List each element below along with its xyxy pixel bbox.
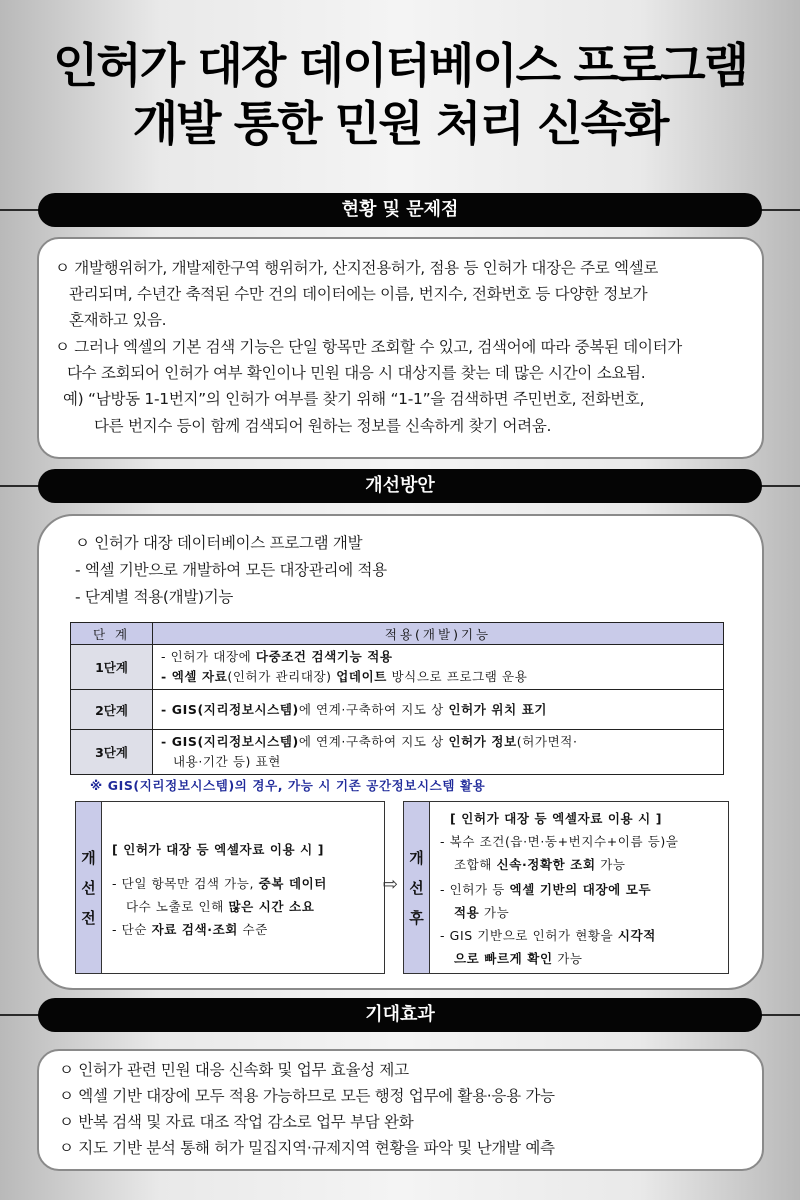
status-line: ㅇ 개발행위허가, 개발제한구역 행위허가, 산지전용허가, 점용 등 인허가 대장은 주로 엑셀로 [55, 259, 659, 277]
before-side-label: 개 선 전 [76, 802, 102, 973]
table-row [71, 730, 724, 775]
table-header-row [71, 623, 724, 645]
effect-line: ㅇ 엑셀 기반 대장에 모두 적용 가능하므로 모든 행정 업무에 활용·응용 가능 [59, 1087, 555, 1105]
table-row [71, 645, 724, 690]
section-heading-effects: 기대효과 [38, 998, 762, 1032]
table-header: 단 계 [71, 623, 153, 645]
improvement-line: - 엑셀 기반으로 개발하여 모든 대장관리에 적용 [75, 561, 387, 579]
before-line: 다수 노출로 인해 많은 시간 소요 [126, 899, 315, 914]
status-line: 다수 조회되어 인허가 여부 확인이나 민원 대응 시 대상지를 찾는 데 많은 시간이 소요됨. [67, 364, 646, 382]
status-line: 관리되며, 수년간 축적된 수만 건의 데이터에는 이름, 번지수, 전화번호 등 다양한 정보가 [69, 285, 648, 303]
stage-content: - 인허가 대장에 다중조건 검색기능 적용 - 엑셀 자료(인허가 관리대장) 업데이트 방식으로 프로그램 운용 [153, 645, 724, 690]
after-panel [403, 801, 729, 974]
effects-box [37, 1049, 764, 1171]
after-line: - 인허가 등 엑셀 기반의 대장에 모두 [440, 882, 652, 897]
status-example: 예) “남방동 1-1번지”의 인허가 여부를 찾기 위해 “1-1”을 검색하면 주민번호, 전화번호, [63, 390, 645, 408]
status-line: ㅇ 그러나 엑셀의 기본 검색 기능은 단일 항목만 조회할 수 있고, 검색어에 따라 중복된 데이터가 [55, 338, 682, 356]
improvement-line: ㅇ 인허가 대장 데이터베이스 프로그램 개발 [75, 534, 363, 552]
after-line: - GIS 기반으로 인허가 현황을 시각적 [440, 928, 656, 943]
table-row [71, 690, 724, 730]
after-side-label: 개 선 후 [404, 802, 430, 973]
stage-content: - GIS(지리정보시스템)에 연계·구축하여 지도 상 인허가 정보(허가면적· 내용·기간 등) 표현 [153, 730, 724, 775]
gis-note: ※ GIS(지리정보시스템)의 경우, 가능 시 기존 공간정보시스템 활용 [90, 778, 486, 793]
after-line: 적용 가능 [454, 905, 510, 920]
before-title: [ 인허가 대장 등 엑셀자료 이용 시 ] [112, 842, 325, 857]
status-line: 혼재하고 있음. [69, 311, 167, 329]
stage-content: - GIS(지리정보시스템)에 연계·구축하여 지도 상 인허가 위치 표기 [153, 690, 724, 730]
section-heading-improvement: 개선방안 [38, 469, 762, 503]
title-line-1: 인허가 대장 데이터베이스 프로그램 [52, 39, 748, 94]
effect-line: ㅇ 반복 검색 및 자료 대조 작업 감소로 업무 부담 완화 [59, 1113, 414, 1131]
effect-line: ㅇ 인허가 관련 민원 대응 신속화 및 업무 효율성 제고 [59, 1061, 409, 1079]
stage-label: 2단계 [71, 690, 153, 730]
after-line: 조합해 신속·정확한 조회 가능 [454, 857, 626, 872]
title-line-2: 개발 통한 민원 처리 신속화 [132, 97, 668, 152]
after-title: [ 인허가 대장 등 엑셀자료 이용 시 ] [450, 811, 663, 826]
table-header: 적용(개발)기능 [153, 623, 724, 645]
before-line: - 단순 자료 검색·조회 수준 [112, 922, 268, 937]
improvement-line: - 단계별 적용(개발)기능 [75, 588, 234, 606]
after-line: 으로 빠르게 확인 가능 [454, 951, 583, 966]
page-title [0, 38, 800, 154]
status-box [37, 237, 764, 459]
arrow-right-icon: ⇨ [383, 874, 399, 895]
section-heading-status: 현황 및 문제점 [38, 193, 762, 227]
stage-table [70, 622, 724, 775]
before-panel [75, 801, 385, 974]
status-example: 다른 번지수 등이 함께 검색되어 원하는 정보를 신속하게 찾기 어려움. [94, 417, 552, 435]
stage-label: 3단계 [71, 730, 153, 775]
after-line: - 복수 조건(읍·면·동+번지수+이름 등)을 [440, 834, 679, 849]
before-line: - 단일 항목만 검색 가능, 중복 데이터 [112, 876, 327, 891]
effect-line: ㅇ 지도 기반 분석 통해 허가 밀집지역·규제지역 현황을 파악 및 난개발 예측 [59, 1139, 555, 1157]
stage-label: 1단계 [71, 645, 153, 690]
